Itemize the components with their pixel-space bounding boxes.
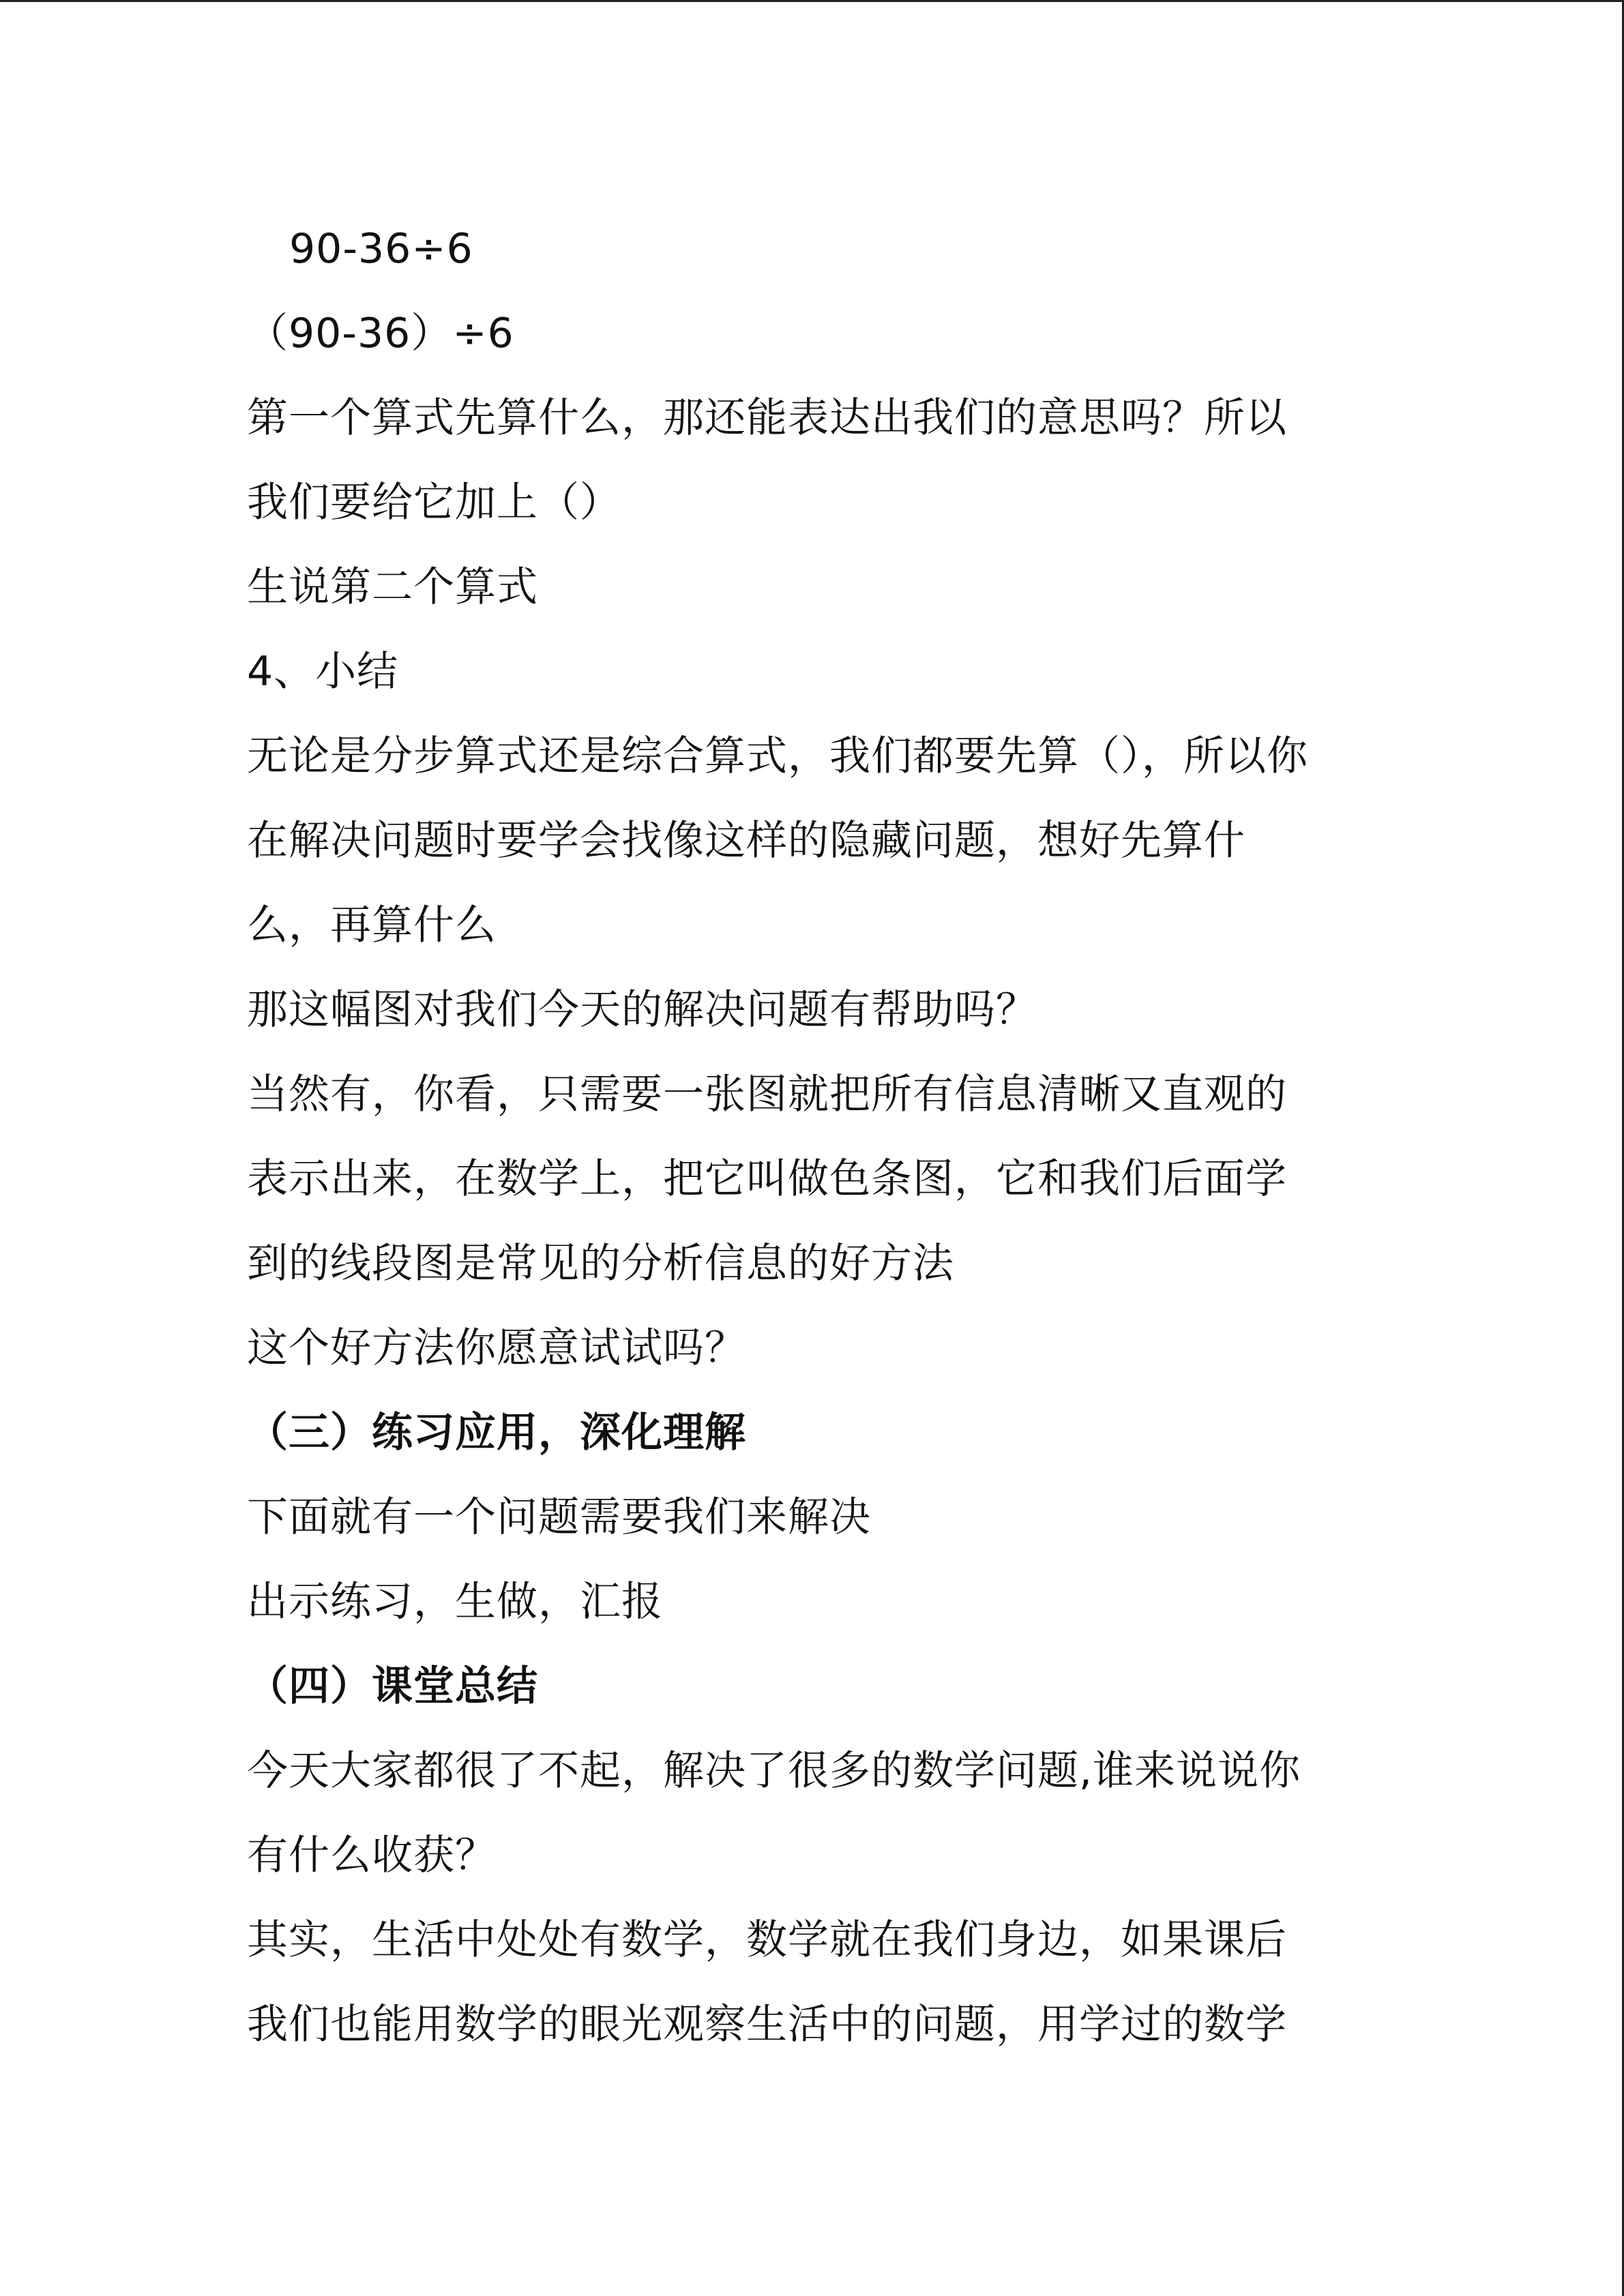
paragraph-line: 其实，生活中处处有数学，数学就在我们身边，如果课后 <box>247 1916 1287 1964</box>
paragraph-line: 那这幅图对我们今天的解决问题有帮助吗？ <box>247 986 1037 1034</box>
paragraph-line: 我们也能用数学的眼光观察生活中的问题，用学过的数学 <box>247 2001 1287 2048</box>
paragraph-line: 表示出来，在数学上，把它叫做色条图，它和我们后面学 <box>247 1155 1287 1203</box>
paragraph-line: 有什么收获？ <box>247 1832 497 1879</box>
paragraph-line: 这个好方法你愿意试试吗？ <box>247 1324 746 1372</box>
expression-line: （90-36）÷6 <box>247 310 514 357</box>
section-label: 4、小结 <box>247 648 399 696</box>
section-heading: （四）课堂总结 <box>247 1663 538 1710</box>
paragraph-line: 下面就有一个问题需要我们来解决 <box>247 1493 871 1541</box>
paragraph-line: 到的线段图是常见的分析信息的好方法 <box>247 1240 954 1287</box>
paragraph-line: 第一个算式先算什么，那还能表达出我们的意思吗？所以 <box>247 394 1287 442</box>
document-body <box>247 207 1406 2067</box>
section-heading: （三）练习应用，深化理解 <box>247 1409 746 1457</box>
paragraph-line: 当然有，你看，只需要一张图就把所有信息清晰又直观的 <box>247 1071 1287 1118</box>
paragraph-line: 么，再算什么 <box>247 901 497 949</box>
paragraph-line: 我们要给它加上（） <box>247 479 621 526</box>
paragraph-line: 今天大家都很了不起，解决了很多的数学问题,谁来说说你 <box>247 1747 1301 1795</box>
expression-line: 90-36÷6 <box>289 225 473 273</box>
paragraph-line: 生说第二个算式 <box>247 563 538 611</box>
paragraph-line: 出示练习，生做，汇报 <box>247 1578 663 1626</box>
paragraph-line: 无论是分步算式还是综合算式，我们都要先算（），所以你 <box>247 732 1308 780</box>
paragraph-line: 在解决问题时要学会找像这样的隐藏问题，想好先算什 <box>247 817 1245 865</box>
